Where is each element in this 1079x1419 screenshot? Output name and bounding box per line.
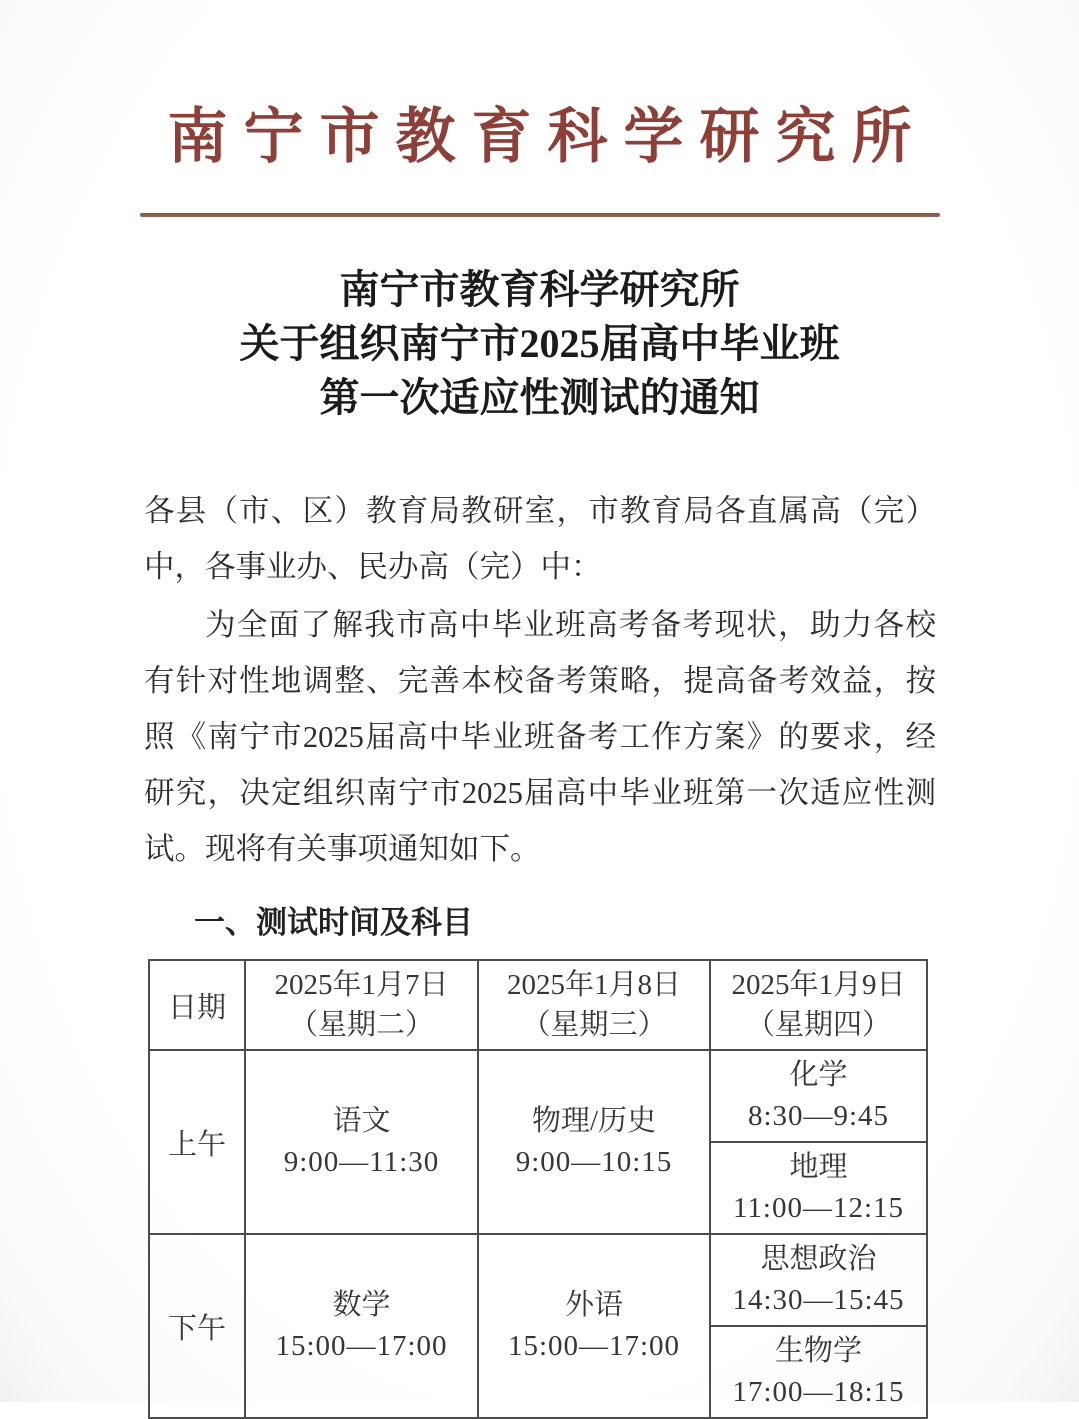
subject-cell-chemistry [710,1050,927,1142]
subject-time: 9:00—10:15 [515,1146,673,1178]
subject-name: 外语 [564,1289,623,1321]
subject-time: 15:00—17:00 [507,1330,681,1362]
table-header-row [149,960,927,1050]
subject-name: 地理 [789,1151,848,1183]
date-header-jan8 [478,960,710,1050]
letterhead-divider-line [140,213,940,217]
subject-time: 11:00—12:15 [732,1192,905,1224]
intro-paragraph: 为全面了解我市高中毕业班高考备考现状，助力各校有针对性地调整、完善本校备考策略，提高备考效益，按照《南宁市2025届高中毕业班备考工作方案》的要求，经研究，决定组织南宁市2025届高中毕业班第一次适应性测试。现将有关事项通知如下。 [144,608,936,866]
document-title [0,263,1079,425]
subject-name: 物理/历史 [531,1105,657,1137]
subject-cell-physics-history [478,1050,710,1234]
subject-cell-politics [710,1234,927,1326]
weekday-text: （星期四） [745,1009,891,1041]
date-text: 2025年1月7日 [274,969,449,1001]
document-body [144,483,936,1419]
subject-time: 17:00—18:15 [732,1376,905,1408]
document-title-line1: 南宁市教育科学研究所 [339,267,740,312]
subject-cell-foreign-language [478,1234,710,1418]
date-header-jan7 [245,960,478,1050]
salutation-paragraph: 各县（市、区）教育局教研室，市教育局各直属高（完）中，各事业办、民办高（完）中： [144,494,936,584]
subject-cell-biology [710,1326,927,1418]
table-row-morning-1 [149,1050,927,1142]
subject-name: 数学 [332,1289,391,1321]
date-corner-cell: 日期 [149,960,245,1050]
schedule-table [148,959,928,1419]
document-title-line2: 关于组织南宁市2025届高中毕业班 [239,321,840,366]
subject-name: 语文 [332,1105,391,1137]
subject-time: 8:30—9:45 [747,1100,890,1132]
subject-name: 生物学 [774,1335,862,1367]
section-heading-test-schedule: 一、测试时间及科目 [194,905,473,941]
period-cell-morning: 上午 [149,1050,245,1234]
subject-time: 15:00—17:00 [275,1330,448,1362]
letterhead-org-title: 南宁市教育科学研究所 [167,104,928,170]
document-title-line3: 第一次适应性测试的通知 [319,375,760,420]
date-text: 2025年1月8日 [506,969,681,1001]
subject-cell-math [245,1234,478,1418]
subject-time: 9:00—11:30 [283,1146,440,1178]
table-row-afternoon-1 [149,1234,927,1326]
subject-name: 思想政治 [760,1243,877,1275]
date-header-jan9 [710,960,927,1050]
subject-cell-geography [710,1142,927,1234]
weekday-text: （星期二） [288,1009,434,1041]
subject-time: 14:30—15:45 [732,1284,905,1316]
period-cell-afternoon: 下午 [149,1234,245,1418]
subject-cell-chinese [245,1050,478,1234]
weekday-text: （星期三） [521,1009,667,1041]
subject-name: 化学 [789,1059,848,1091]
date-text: 2025年1月9日 [731,969,906,1001]
